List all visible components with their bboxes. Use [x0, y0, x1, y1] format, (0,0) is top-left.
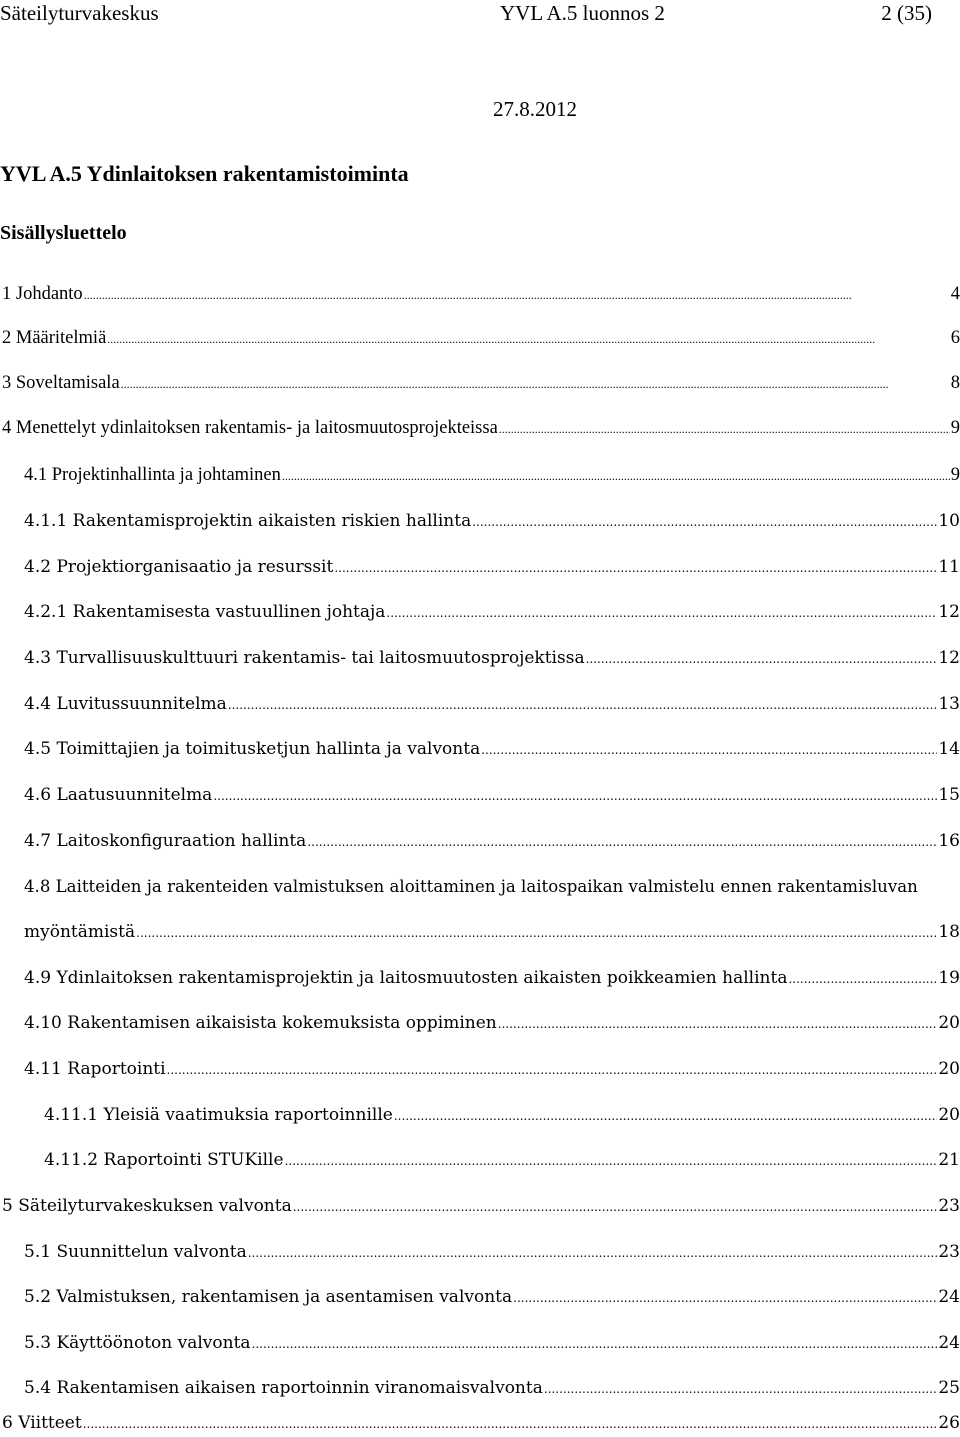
- toc-entry-4-7[interactable]: [24, 827, 960, 855]
- toc-entry-text: 4.1.1 Rakentamisprojektin aikaisten riskien hallinta: [24, 511, 472, 531]
- toc-entry-text: 4 Menettelyt ydinlaitoksen rakentamis- ja laitosmuutosprojekteissa: [2, 418, 498, 438]
- toc-entry-page: 20: [938, 1105, 960, 1125]
- toc-leader: [121, 369, 950, 398]
- toc-entry-page: 10: [938, 511, 960, 531]
- toc-entry-4-4[interactable]: [24, 690, 960, 718]
- toc-entry-4-11[interactable]: [24, 1055, 960, 1083]
- toc-entry-text: 4.11.2 Raportointi STUKille: [44, 1150, 284, 1170]
- toc-entry-4-8[interactable]: [24, 918, 960, 946]
- toc-leader: [167, 1055, 938, 1084]
- toc-entry-text: 4.7 Laitoskonfiguraation hallinta: [24, 831, 307, 851]
- toc-entry-page: 26: [938, 1413, 960, 1433]
- toc-leader: [228, 690, 938, 719]
- toc-entry-page: 13: [938, 694, 960, 714]
- toc-entry-2[interactable]: [2, 324, 960, 352]
- toc-leader: [498, 1009, 938, 1038]
- toc-entry-text: 4.9 Ydinlaitoksen rakentamisprojektin ja laitosmuutosten aikaisten poikkeamien hallinta: [24, 968, 788, 988]
- toc-leader: [136, 918, 937, 947]
- toc-leader: [481, 735, 937, 764]
- toc-leader: [499, 414, 950, 443]
- toc-entry-4-6[interactable]: [24, 781, 960, 809]
- header-organization: Säteilyturvakeskus: [0, 1, 159, 25]
- toc-entry-text: 4.10 Rakentamisen aikaisista kokemuksista oppiminen: [24, 1013, 497, 1033]
- toc-entry-5-4[interactable]: [24, 1374, 960, 1402]
- toc-leader: [472, 507, 937, 536]
- toc-entry-4-2-1[interactable]: [24, 598, 960, 626]
- toc-entry-text: 2 Määritelmiä: [2, 328, 107, 348]
- toc-entry-text: 3 Soveltamisala: [2, 373, 120, 393]
- toc-entry-page: 19: [938, 968, 960, 988]
- document-date: 27.8.2012: [493, 97, 577, 121]
- toc-leader: [83, 1410, 938, 1437]
- toc-entry-4-9[interactable]: [24, 964, 960, 992]
- toc-entry-page: 8: [950, 373, 960, 393]
- toc-entry-page: 14: [938, 739, 960, 759]
- toc-leader: [213, 781, 937, 810]
- toc-entry-text: 4.2 Projektiorganisaatio ja resurssit: [24, 557, 334, 577]
- toc-entry-3[interactable]: [2, 369, 960, 397]
- toc-leader: [252, 1329, 938, 1358]
- toc-entry-text: 5.2 Valmistuksen, rakentamisen ja asentamisen valvonta: [24, 1287, 513, 1307]
- toc-entry-text: 5 Säteilyturvakeskuksen valvonta: [2, 1196, 292, 1216]
- toc-entry-text: 4.2.1 Rakentamisesta vastuullinen johtaja: [24, 602, 386, 622]
- toc-entry-page: 18: [938, 922, 960, 942]
- toc-entry-text: 4.11 Raportointi: [24, 1059, 166, 1079]
- toc-entry-page: 9: [950, 465, 960, 485]
- toc-entry-6[interactable]: [2, 1410, 960, 1436]
- toc-entry-text: 4.1 Projektinhallinta ja johtaminen: [24, 465, 281, 485]
- toc-entry-4-2[interactable]: [24, 553, 960, 581]
- toc-entry-text: 5.3 Käyttöönoton valvonta: [24, 1333, 251, 1353]
- toc-entry-page: 23: [938, 1196, 960, 1216]
- toc-leader: [248, 1238, 938, 1267]
- toc-entry-page: 20: [938, 1059, 960, 1079]
- toc-entry-text: 6 Viitteet: [2, 1413, 82, 1433]
- toc-entry-text: 5.4 Rakentamisen aikaisen raportoinnin viranomaisvalvonta: [24, 1378, 543, 1398]
- toc-entry-page: 15: [938, 785, 960, 805]
- toc-leader: [107, 324, 949, 353]
- toc-entry-text: 4.11.1 Yleisiä vaatimuksia raportoinnille: [44, 1105, 393, 1125]
- toc-entry-page: 16: [938, 831, 960, 851]
- toc-leader: [307, 827, 937, 856]
- toc-leader: [386, 598, 937, 627]
- toc-entry-4-11-1[interactable]: [44, 1101, 960, 1129]
- toc-entry-text: 1 Johdanto: [2, 284, 83, 304]
- toc-entry-4-1[interactable]: [24, 461, 960, 489]
- toc-entry-5[interactable]: [2, 1192, 960, 1220]
- toc-leader: [334, 553, 937, 582]
- toc-leader: [285, 1146, 938, 1175]
- toc-entry-4-11-2[interactable]: [44, 1146, 960, 1174]
- toc-leader: [513, 1283, 937, 1312]
- document-title: YVL A.5 Ydinlaitoksen rakentamistoiminta: [0, 161, 409, 186]
- toc-entry-text: 5.1 Suunnittelun valvonta: [24, 1242, 247, 1262]
- toc-leader: [544, 1374, 938, 1403]
- toc-entry-5-2[interactable]: [24, 1283, 960, 1311]
- toc-entry-4-10[interactable]: [24, 1009, 960, 1037]
- toc-entry-page: 23: [938, 1242, 960, 1262]
- toc-entry-4-3[interactable]: [24, 644, 960, 672]
- toc-entry-page: 24: [938, 1287, 960, 1307]
- toc-entry-5-3[interactable]: [24, 1329, 960, 1357]
- toc-leader: [788, 964, 937, 993]
- toc-entry-text: 4.6 Laatusuunnitelma: [24, 785, 213, 805]
- toc-entry-4-1-1[interactable]: [24, 507, 960, 535]
- toc-entry-page: 6: [950, 328, 960, 348]
- toc-entry-4[interactable]: [2, 414, 960, 442]
- toc-entry-page: 12: [938, 648, 960, 668]
- toc-entry-1[interactable]: [2, 280, 960, 308]
- toc-leader: [293, 1192, 938, 1221]
- toc-entry-page: 9: [950, 418, 960, 438]
- toc-heading: Sisällysluettelo: [0, 222, 127, 244]
- toc-entry-text: 4.5 Toimittajien ja toimitusketjun hallinta ja valvonta: [24, 739, 481, 759]
- toc-entry-page: 24: [938, 1333, 960, 1353]
- header-page-number: 2 (35): [881, 1, 932, 25]
- toc-entry-page: 25: [938, 1378, 960, 1398]
- toc-leader: [282, 461, 950, 490]
- toc-entry-4-8-line1[interactable]: 4.8 Laitteiden ja rakenteiden valmistuksen aloittaminen ja laitospaikan valmistelu ennen rakentamisluvan: [24, 877, 918, 896]
- toc-entry-text: myöntämistä: [24, 922, 136, 942]
- toc-entry-text: 4.3 Turvallisuuskulttuuri rakentamis- tai laitosmuutosprojektissa: [24, 648, 585, 668]
- toc-entry-page: 20: [938, 1013, 960, 1033]
- toc-entry-4-5[interactable]: [24, 735, 960, 763]
- toc-entry-page: 12: [938, 602, 960, 622]
- toc-entry-page: 11: [938, 557, 960, 577]
- toc-leader: [586, 644, 938, 673]
- toc-entry-text: 4.4 Luvitussuunnitelma: [24, 694, 227, 714]
- toc-leader: [394, 1101, 938, 1130]
- toc-entry-5-1[interactable]: [24, 1238, 960, 1266]
- toc-entry-page: 21: [938, 1150, 960, 1170]
- header-document-id: YVL A.5 luonnos 2: [500, 1, 665, 25]
- toc-leader: [84, 280, 950, 309]
- toc-entry-page: 4: [950, 284, 960, 304]
